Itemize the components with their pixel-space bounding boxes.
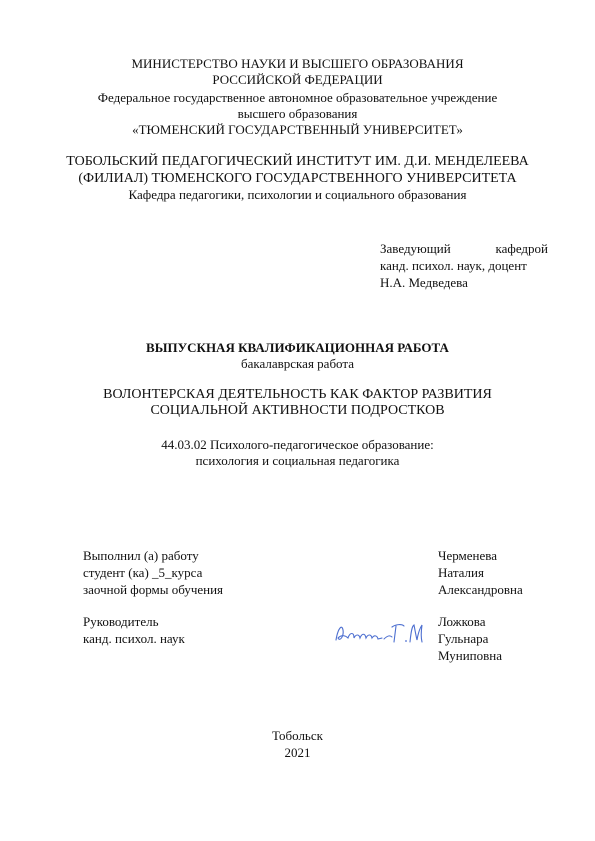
institute-branch: (ФИЛИАЛ) ТЮМЕНСКОГО ГОСУДАРСТВЕННОГО УНИВЕРСИТЕТА	[78, 171, 517, 186]
supervisor-label-1: Руководитель	[83, 614, 159, 629]
specialty-code: 44.03.02 Психолого-педагогическое образование:	[161, 437, 434, 452]
student-firstname: Наталия	[438, 565, 484, 580]
supervisor-surname: Ложкова	[438, 614, 486, 629]
institution-type-line: Федеральное государственное автономное образовательное учреждение	[97, 90, 498, 105]
work-subtype: бакалаврская работа	[241, 356, 354, 371]
head-degree: канд. психол. наук, доцент	[380, 258, 527, 273]
work-title-line1: ВОЛОНТЕРСКАЯ ДЕЯТЕЛЬНОСТЬ КАК ФАКТОР РАЗВИТИЯ	[103, 387, 492, 402]
specialty-profile: психология и социальная педагогика	[195, 453, 400, 468]
supervisor-signature	[332, 618, 424, 648]
supervisor-patronymic: Муниповна	[438, 648, 502, 663]
federation-line: РОССИЙСКОЙ ФЕДЕРАЦИИ	[212, 72, 383, 87]
work-title-line2: СОЦИАЛЬНОЙ АКТИВНОСТИ ПОДРОСТКОВ	[150, 403, 445, 418]
ministry-line: МИНИСТЕРСТВО НАУКИ И ВЫСШЕГО ОБРАЗОВАНИЯ	[131, 56, 464, 71]
education-level-line: высшего образования	[237, 106, 358, 121]
institute-name: ТОБОЛЬСКИЙ ПЕДАГОГИЧЕСКИЙ ИНСТИТУТ ИМ. Д.И. МЕНДЕЛЕЕВА	[66, 154, 529, 169]
student-surname: Черменева	[438, 548, 497, 563]
student-label-3: заочной формы обучения	[83, 582, 224, 597]
head-title-row	[380, 241, 548, 257]
head-title-word2: кафедрой	[495, 241, 548, 256]
student-label-1: Выполнил (а) работу	[83, 548, 199, 563]
student-patronymic: Александровна	[438, 582, 523, 597]
supervisor-firstname: Гульнара	[438, 631, 489, 646]
work-type: ВЫПУСКНАЯ КВАЛИФИКАЦИОННАЯ РАБОТА	[146, 340, 449, 355]
head-title-word1: Заведующий	[380, 241, 451, 256]
supervisor-label-2: канд. психол. наук	[83, 631, 185, 646]
student-label-2: студент (ка) _5_курса	[83, 565, 203, 580]
department-name: Кафедра педагогики, психологии и социального образования	[128, 187, 467, 202]
city: Тобольск	[272, 728, 323, 743]
university-name: «ТЮМЕНСКИЙ ГОСУДАРСТВЕННЫЙ УНИВЕРСИТЕТ»	[132, 122, 463, 137]
head-name: Н.А. Медведева	[380, 275, 468, 290]
year: 2021	[284, 745, 311, 760]
